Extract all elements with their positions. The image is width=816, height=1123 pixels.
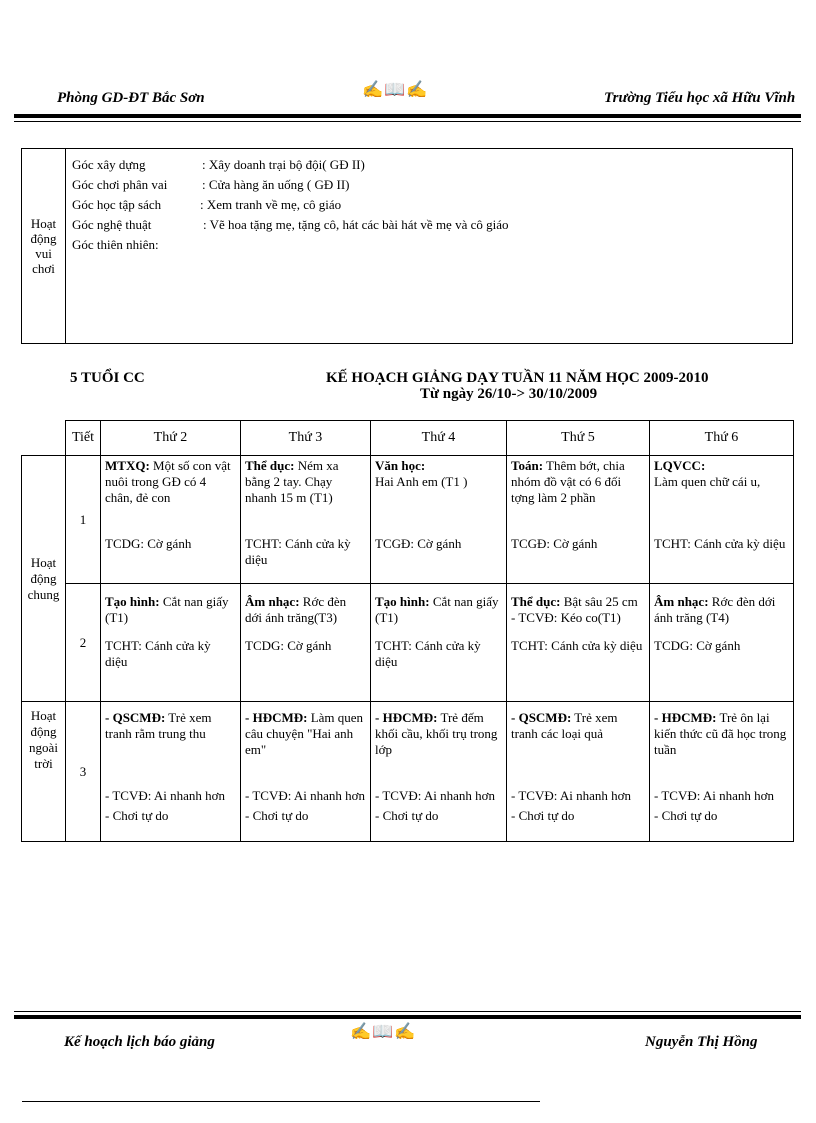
corner-label: Góc học tập sách	[72, 197, 162, 212]
corner-label: Góc chơi phân vai	[72, 177, 168, 192]
cell-text: Trẻ xem tranh các loại quả	[511, 710, 618, 741]
period-number: 2	[66, 584, 101, 702]
class-title: 5 TUỔI CC	[70, 370, 145, 386]
play-activities-box	[21, 148, 793, 344]
plan-cell	[507, 456, 650, 584]
table-header-row	[22, 421, 794, 456]
cell-text: Trẻ xem tranh rằm trung thu	[105, 710, 212, 741]
cell-text: Trẻ ôn lại kiến thức cũ đã học trong tuần	[654, 710, 787, 757]
outdoor-group-text: Hoạt động ngoài trời	[29, 708, 58, 771]
cell-sub: TCHT: Cánh cửa kỳ diệu	[375, 638, 481, 669]
footer-author: Nguyễn Thị Hồng	[645, 1034, 758, 1050]
cell-sub: - TCVĐ: Ai nhanh hơn - Chơi tự do	[511, 788, 632, 823]
header-cell: Thứ 6	[650, 421, 794, 456]
cell-sub: TCHT: Cánh cửa kỳ diệu	[105, 638, 211, 669]
plan-cell	[371, 702, 507, 842]
book-logo-icon: ✍📖✍	[362, 80, 429, 99]
cell-head: LQVCC:	[654, 458, 706, 473]
header-school: Trường Tiểu học xã Hữu Vĩnh	[604, 90, 796, 106]
cell-text: Rớc đèn dới ánh trăng(T3)	[245, 594, 347, 625]
cell-head: - HĐCMĐ:	[245, 710, 308, 725]
plan-cell	[101, 456, 241, 584]
plan-cell	[101, 702, 241, 842]
header-empty	[22, 421, 66, 456]
plan-cell	[371, 584, 507, 702]
header-department: Phòng GD-ĐT Bắc Sơn	[57, 90, 205, 106]
book-logo-icon: ✍📖✍	[350, 1022, 417, 1041]
cell-head: Âm nhạc:	[654, 594, 709, 609]
cell-sub: TCGĐ: Cờ gánh	[511, 536, 598, 551]
play-group-text: Hoạt động vui chơi	[30, 216, 57, 276]
cell-head: Toán:	[511, 458, 544, 473]
corner-label: Góc xây dựng	[72, 157, 146, 172]
header-cell: Thứ 2	[101, 421, 241, 456]
header-cell: Tiết	[66, 421, 101, 456]
period-number: 1	[66, 456, 101, 584]
cell-text: Cắt nan giấy (T1)	[105, 594, 229, 625]
corner-value: : Vẽ hoa tặng mẹ, tặng cô, hát các bài hát về mẹ và cô giáo	[203, 217, 509, 232]
cell-text: Bật sâu 25 cm - TCVĐ: Kéo co(T1)	[511, 594, 638, 625]
table-row	[22, 456, 794, 584]
cell-head: - QSCMĐ:	[105, 710, 166, 725]
header-cell: Thứ 5	[507, 421, 650, 456]
cell-sub: - TCVĐ: Ai nhanh hơn - Chơi tự do	[375, 788, 496, 823]
cell-sub: - TCVĐ: Ai nhanh hơn - Chơi tự do	[654, 788, 775, 823]
weekly-plan-table	[21, 420, 794, 842]
cell-sub: - TCVĐ: Ai nhanh hơn - Chơi tự do	[245, 788, 366, 823]
cell-sub: TCHT: Cánh cửa kỳ diệu	[511, 638, 643, 653]
cell-head: Văn học:	[375, 458, 426, 473]
plan-cell	[507, 702, 650, 842]
table-row	[22, 584, 794, 702]
cell-sub: TCGĐ: Cờ gánh	[375, 536, 462, 551]
corner-value: : Xây doanh trại bộ đội( GĐ II)	[202, 157, 365, 172]
cell-text: Làm quen câu chuyện "Hai anh em"	[245, 710, 364, 757]
outdoor-group-label	[22, 702, 66, 842]
cell-text: Làm quen chữ cái u,	[654, 474, 761, 489]
plan-cell	[241, 584, 371, 702]
header-cell: Thứ 4	[371, 421, 507, 456]
corner-value: : Cửa hàng ăn uống ( GĐ II)	[202, 177, 350, 192]
header-rule	[14, 114, 801, 118]
cell-sub: - TCVĐ: Ai nhanh hơn - Chơi tự do	[105, 788, 226, 823]
footer-rule-thin	[14, 1011, 801, 1012]
cell-head: Thể dục:	[511, 594, 561, 609]
plan-title: KẾ HOẠCH GIẢNG DẠY TUẦN 11 NĂM HỌC 2009-2010	[326, 370, 709, 386]
period-number: 3	[66, 702, 101, 842]
cell-sub: TCDG: Cờ gánh	[654, 638, 741, 653]
cell-text: Thêm bớt, chia nhóm đồ vật có 6 đối tợng làm 2 phần	[511, 458, 625, 505]
header-cell: Thứ 3	[241, 421, 371, 456]
play-group-label	[22, 149, 66, 343]
table-row	[22, 702, 794, 842]
cell-sub: TCHT: Cánh cửa kỳ diệu	[654, 536, 786, 551]
cell-head: Tạo hình:	[375, 594, 430, 609]
corner-label: Góc thiên nhiên:	[72, 237, 159, 252]
cell-sub: TCDG: Cờ gánh	[245, 638, 332, 653]
signature-line	[22, 1101, 540, 1102]
cell-head: Thể dục:	[245, 458, 295, 473]
plan-cell	[371, 456, 507, 584]
plan-cell	[241, 456, 371, 584]
cell-head: MTXQ:	[105, 458, 150, 473]
plan-cell	[650, 584, 794, 702]
plan-cell	[241, 702, 371, 842]
cell-sub: TCDG: Cờ gánh	[105, 536, 192, 551]
cell-head: - HĐCMĐ:	[375, 710, 438, 725]
plan-cell	[507, 584, 650, 702]
cell-sub: TCHT: Cánh cửa kỳ diệu	[245, 536, 351, 567]
cell-text: Hai Anh em (T1 )	[375, 474, 468, 489]
cell-head: - QSCMĐ:	[511, 710, 572, 725]
cell-text: Rớc đèn dới ánh trăng (T4)	[654, 594, 776, 625]
plan-cell	[101, 584, 241, 702]
cell-head: - HĐCMĐ:	[654, 710, 717, 725]
corner-label: Góc nghệ thuật	[72, 217, 152, 232]
plan-cell	[650, 702, 794, 842]
footer-rule	[14, 1015, 801, 1019]
corner-value: : Xem tranh về mẹ, cô giáo	[200, 197, 342, 212]
cell-head: Tạo hình:	[105, 594, 160, 609]
cell-text: Cắt nan giấy (T1)	[375, 594, 499, 625]
common-group-label	[22, 456, 66, 702]
cell-text: Ném xa bằng 2 tay. Chạy nhanh 15 m (T1)	[245, 458, 339, 505]
plan-cell	[650, 456, 794, 584]
header-rule-thin	[14, 121, 801, 122]
common-group-text: Hoạt động chung	[27, 554, 60, 602]
plan-dates: Từ ngày 26/10-> 30/10/2009	[420, 386, 598, 402]
cell-text: Một số con vật nuôi trong GĐ có 4 chân, đẻ con	[105, 458, 231, 505]
cell-head: Âm nhạc:	[245, 594, 300, 609]
cell-text: Trẻ đếm khối cầu, khối trụ trong lớp	[375, 710, 498, 757]
footer-left: Kế hoạch lịch báo giảng	[64, 1034, 215, 1050]
